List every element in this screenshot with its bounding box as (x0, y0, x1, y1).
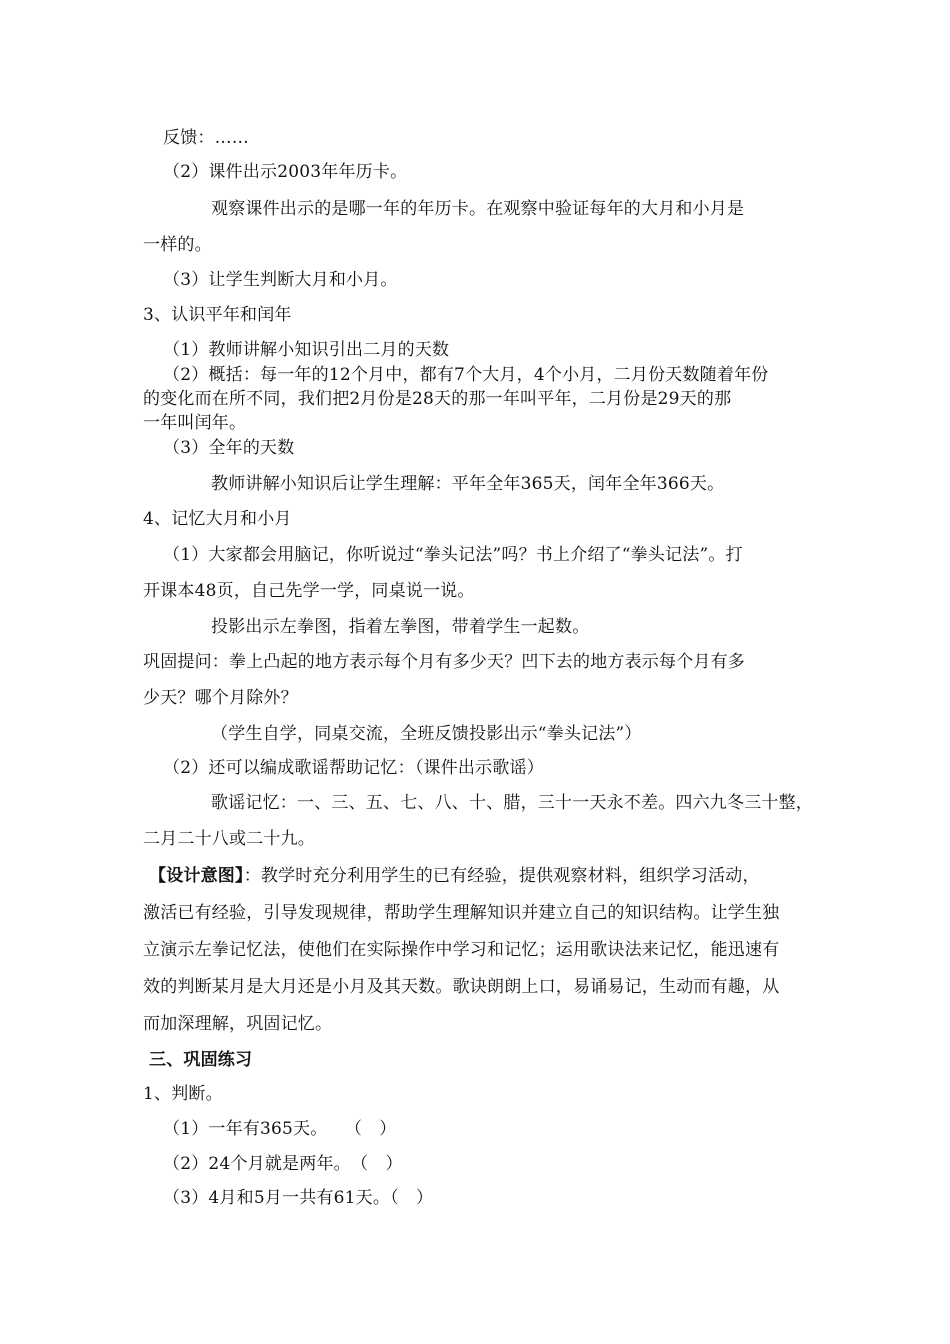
text-line: 一年叫闰年。 (143, 413, 247, 433)
exercise-item: （3）4月和5月一共有61天。（ ） (163, 1188, 434, 1208)
design-intent-first-line (149, 865, 760, 887)
design-intent-line: 效的判断某月是大月还是小月及其天数。歌诀朗朗上口，易诵易记，生动而有趣，从 (143, 977, 780, 997)
section-heading: 三、巩固练习 (149, 1050, 253, 1070)
design-intent-label: 【设计意图】 (149, 866, 244, 886)
text-line: 一样的。 (143, 235, 212, 255)
text-line: 二月二十八或二十九。 (143, 829, 315, 849)
design-intent-line: 而加深理解，巩固记忆。 (143, 1014, 333, 1034)
text-line: （3）让学生判断大月和小月。 (163, 270, 398, 290)
subsection-heading: 3、认识平年和闰年 (143, 305, 292, 325)
text-line: （1）教师讲解小知识引出二月的天数 (163, 340, 450, 360)
text-line: 观察课件出示的是哪一年的年历卡。在观察中验证每年的大月和小月是 (211, 199, 745, 219)
design-intent-line: 立演示左拳记忆法，使他们在实际操作中学习和记忆；运用歌诀法来记忆，能迅速有 (143, 940, 780, 960)
text-line: 投影出示左拳图，指着左拳图，带着学生一起数。 (211, 617, 590, 637)
text-line: （学生自学，同桌交流，全班反馈投影出示“拳头记法”） (211, 724, 642, 744)
exercise-item: （2）24个月就是两年。 （ ） (163, 1154, 403, 1174)
design-intent-line: 激活已有经验，引导发现规律，帮助学生理解知识并建立自己的知识结构。让学生独 (143, 903, 780, 923)
text-line: 少天？哪个月除外？ (143, 688, 298, 708)
text-line: 开课本48页，自己先学一学，同桌说一说。 (143, 581, 475, 601)
exercise-item: （1）一年有365天。 （ ） (163, 1119, 397, 1139)
text-line: 巩固提问：拳上凸起的地方表示每个月有多少天？凹下去的地方表示每个月有多 (143, 652, 745, 672)
subsection-heading: 4、记忆大月和小月 (143, 509, 292, 529)
text-line: （3）全年的天数 (163, 438, 295, 458)
text-line: 歌谣记忆：一、三、五、七、八、十、腊，三十一天永不差。四六九冬三十整， (211, 793, 813, 813)
text-line: 教师讲解小知识后让学生理解：平年全年365天，闰年全年366天。 (211, 474, 725, 494)
exercise-subheading: 1、判断。 (143, 1084, 223, 1104)
text-line: 的变化而在所不同，我们把2月份是28天的那一年叫平年，二月份是29天的那 (143, 389, 732, 409)
text-line: （1）大家都会用脑记，你听说过“拳头记法”吗？书上介绍了“拳头记法”。打 (163, 545, 743, 565)
text-line: （2）还可以编成歌谣帮助记忆：（课件出示歌谣） (163, 758, 544, 778)
text-line: （2）课件出示2003年年历卡。 (163, 162, 408, 182)
text-line: 反馈：…… (163, 128, 249, 148)
design-intent-text: ：教学时充分利用学生的已有经验，提供观察材料，组织学习活动， (243, 866, 760, 886)
text-line: （2）概括：每一年的12个月中，都有7个大月，4个小月，二月份天数随着年份 (163, 365, 769, 385)
